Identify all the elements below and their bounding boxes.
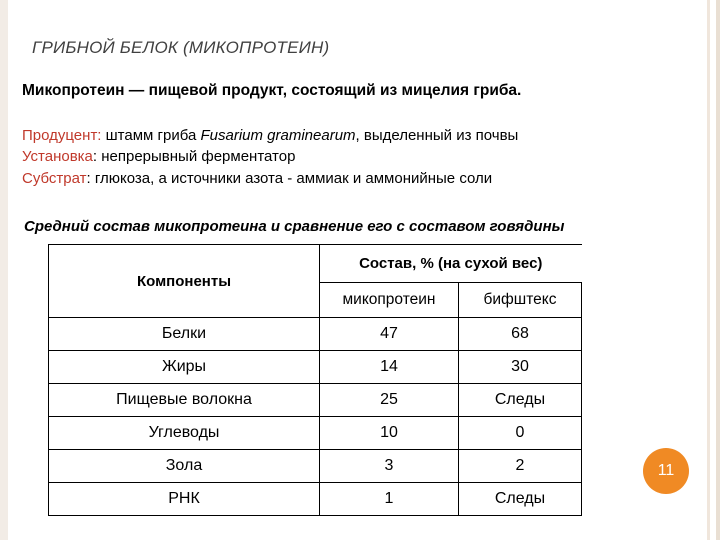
header-mycoprotein: микопротеин: [320, 282, 459, 318]
table-caption: Средний состав микопротеина и сравнение его с составом говядины: [24, 218, 565, 235]
row-myco: 14: [320, 351, 459, 384]
producer-text-after: , выделенный из почвы: [355, 127, 519, 144]
producer-line: [22, 127, 518, 144]
table-row: [49, 417, 582, 450]
table-row: [49, 483, 582, 516]
substrate-line: [22, 170, 492, 187]
left-decor-bar: [0, 0, 8, 540]
producer-species: Fusarium graminearum: [200, 127, 356, 144]
row-name: Жиры: [49, 351, 320, 384]
slide-title: ГРИБНОЙ БЕЛОК (МИКОПРОТЕИН): [32, 38, 330, 57]
table-row: [49, 450, 582, 483]
intro-text: Микопротеин — пищевой продукт, состоящий из мицелия гриба.: [22, 82, 522, 99]
equipment-text: : непрерывный ферментатор: [92, 148, 296, 165]
row-beef: 0: [459, 417, 582, 450]
row-beef: 2: [459, 450, 582, 483]
equipment-line: [22, 148, 295, 165]
row-beef: Следы: [459, 384, 582, 417]
row-beef: Следы: [459, 483, 582, 516]
producer-label: Продуцент:: [22, 127, 102, 144]
right-decor-bar: [707, 0, 710, 540]
row-name: Зола: [49, 450, 320, 483]
row-name: Углеводы: [49, 417, 320, 450]
table-row: [49, 351, 582, 384]
row-myco: 47: [320, 318, 459, 351]
row-myco: 10: [320, 417, 459, 450]
row-myco: 3: [320, 450, 459, 483]
row-name: Пищевые волокна: [49, 384, 320, 417]
row-beef: 30: [459, 351, 582, 384]
row-beef: 68: [459, 318, 582, 351]
row-name: Белки: [49, 318, 320, 351]
composition-table: [48, 244, 582, 516]
table-row: [49, 318, 582, 351]
page-number-badge: 11: [643, 448, 689, 494]
equipment-label: Установка: [22, 148, 93, 165]
header-components: Компоненты: [49, 245, 320, 318]
header-composition: Состав, % (на сухой вес): [320, 245, 582, 283]
row-myco: 25: [320, 384, 459, 417]
table-row: [49, 384, 582, 417]
row-name: РНК: [49, 483, 320, 516]
producer-text-before: штамм гриба: [101, 127, 201, 144]
substrate-text: : глюкоза, а источники азота - аммиак и аммонийные соли: [86, 170, 493, 187]
row-myco: 1: [320, 483, 459, 516]
header-beef: бифштекс: [459, 282, 582, 318]
substrate-label: Субстрат: [22, 170, 87, 187]
